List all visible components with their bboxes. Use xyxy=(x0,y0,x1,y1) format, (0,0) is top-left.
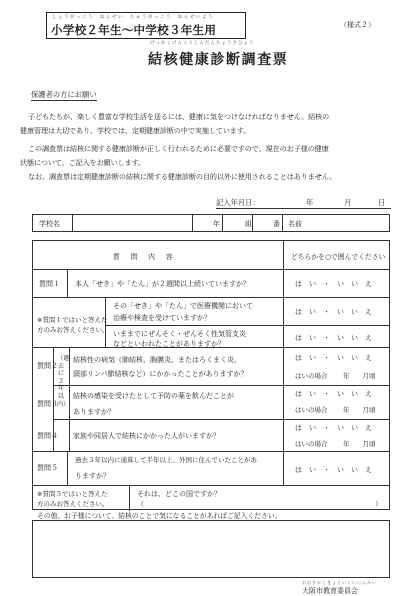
q5-label: 質問５ xyxy=(37,464,58,472)
q2-text: 頸部リンパ節結核など）にかかったことがありますか？ xyxy=(73,370,248,378)
q1-answer[interactable]: は い ・ い い え xyxy=(295,280,372,288)
grade-badge-text: 小学校２年生～中学校３年生用 xyxy=(51,23,217,37)
q5a-paren-close: ） xyxy=(375,500,382,508)
q5-text: 過去３年以内に通算して半年以上、外国に住んでいたことがあ xyxy=(75,456,257,464)
q1b-text: いままでにぜんそく・ぜんそく性気管支炎 xyxy=(113,330,246,338)
other-notes-box[interactable] xyxy=(32,512,390,578)
title-ruby: けっかくけんこうしんだんちょうさひょう xyxy=(150,41,255,46)
student-info-row xyxy=(32,214,390,232)
q5a-text: それは、どこの国ですか？ xyxy=(137,490,221,498)
number-label: 番 xyxy=(273,220,280,228)
intro-line: なお、調査票は定期健康診断の結核に関する健康診断の目的以外に使用されることはありません。 xyxy=(28,172,337,181)
q1a-text: その「せき」や「たん」で医療機関において xyxy=(113,302,253,310)
entry-date[interactable] xyxy=(216,198,391,208)
q3-label: 質問３ xyxy=(37,400,58,408)
entry-date-day: 日 xyxy=(378,198,386,207)
other-notes-label: その他、お子様について、結核のことで気になることがあればご記入ください。 xyxy=(37,512,282,520)
q2-text: 結核性の病気（肺結核、胸膜炎、またはろくまく炎、 xyxy=(73,356,241,364)
q2-when-label: はいの場合 xyxy=(295,372,328,380)
q3-answer[interactable]: は い ・ い い え xyxy=(295,390,372,398)
grade-badge-ruby: しょうがっこう ねんせい ちゅうがっこう ねんせいよう xyxy=(52,15,214,20)
q2-answer[interactable]: は い ・ い い え xyxy=(295,354,372,362)
q5a-label: ※質問５ではいと答えた xyxy=(37,490,108,498)
q1-label: 質問１ xyxy=(39,280,60,288)
sub-question-label: ※質問１ではいと答えた xyxy=(37,316,108,324)
greeting: 保護者の方にお願い xyxy=(31,90,97,99)
intro-line: この調査票は結核に関する健康診断が正しく行われるために必要ですので、現在のお子様の健康 xyxy=(28,144,329,153)
q1a-text: 治療や検査を受けていますか？ xyxy=(113,314,211,322)
answer-column-header: どちらかを○で囲んでください xyxy=(291,253,386,261)
period-note: （過去に２年以内） xyxy=(57,355,70,408)
q3-text: ありますか？ xyxy=(73,408,115,416)
q3-when-field[interactable]: 年 月頃 xyxy=(343,406,376,414)
q4-when-label: はいの場合 xyxy=(295,440,328,448)
intro-line: 状態について、ご記入をお願いします。 xyxy=(20,158,146,167)
intro-line: 子どもたちが、楽しく豊富な学校生活を送るには、健康に気をつけなければなりません。結核の xyxy=(28,112,330,121)
page-title: 結核健康診断調査票 xyxy=(148,52,289,68)
q2-label: 質問２ xyxy=(37,362,58,370)
school-field[interactable] xyxy=(73,215,193,231)
q1b-answer[interactable]: は い ・ い い え xyxy=(295,334,372,342)
q4-when-field[interactable]: 年 月頃 xyxy=(343,440,376,448)
q4-answer[interactable]: は い ・ い い え xyxy=(295,424,372,432)
issuer-ruby: おおさかしきょういくいいんかい xyxy=(302,580,377,585)
name-label: 名前 xyxy=(288,220,302,228)
q2-when-field[interactable]: 年 月頃 xyxy=(343,372,376,380)
q1a-answer[interactable]: は い ・ い い え xyxy=(295,308,372,316)
entry-date-label: 記入年月日： xyxy=(216,198,260,207)
sub-question-label: 方のみお答えください。 xyxy=(37,326,109,334)
issuer: 大阪市教育委員会 xyxy=(302,587,358,595)
question-column-header: 質 問 内 容 xyxy=(113,253,175,261)
class-label: 組 xyxy=(245,220,252,228)
q5-answer[interactable]: は い ・ い い え xyxy=(295,466,372,474)
entry-date-month: 月 xyxy=(344,198,352,207)
date-underline xyxy=(216,208,391,209)
q5-text: りますか？ xyxy=(75,472,110,480)
q3-text: 結核の感染を受けたとして予防の薬を飲んだことが xyxy=(73,392,234,400)
q1-text: 本人「せき」や「たん」が２週間以上続いていますか？ xyxy=(75,280,250,288)
intro-line: 健康管理は大切であり、学校では、定期健康診断の中で実施しています。 xyxy=(20,126,251,135)
school-label: 学校名 xyxy=(39,220,60,228)
q5a-label: 方のみお答えください。 xyxy=(37,500,109,508)
q5a-country-field[interactable] xyxy=(145,497,371,507)
q5a-paren-open: （ xyxy=(137,500,144,508)
q4-label: 質問４ xyxy=(37,432,58,440)
q4-text: 家族や同居人で結核にかかった人がいますか？ xyxy=(73,432,220,440)
q1b-text: などといわれたことがありますか？ xyxy=(113,340,225,348)
form-number: （様式２） xyxy=(340,21,375,29)
entry-date-year: 年 xyxy=(306,198,314,207)
questionnaire-table xyxy=(32,240,390,510)
q3-when-label: はいの場合 xyxy=(295,406,328,414)
name-field[interactable] xyxy=(309,215,389,231)
grade-label: 年 xyxy=(213,220,220,228)
grade-badge xyxy=(46,12,246,39)
